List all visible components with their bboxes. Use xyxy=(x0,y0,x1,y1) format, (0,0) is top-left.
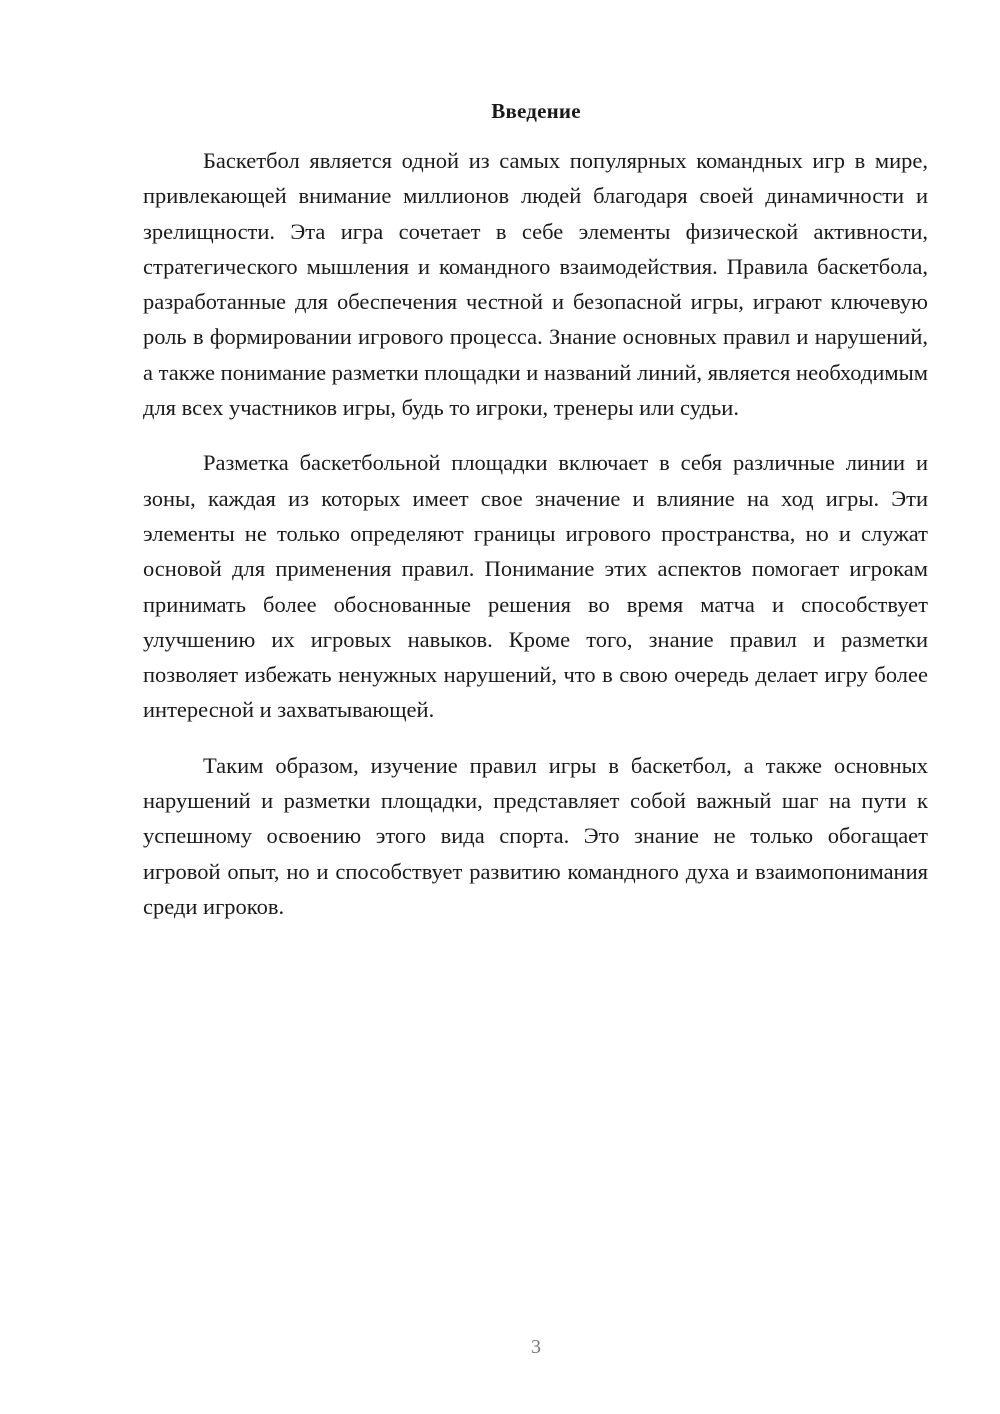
paragraph-3: Таким образом, изучение правил игры в баскетбол, а также основных нарушений и разметки площадки, представляет собой важный шаг на пути к успешному освоению этого вида спорта. Это знание не только обогащает игровой опыт, но и способствует развитию командного духа и взаимопонимания среди игроков. xyxy=(143,752,928,919)
page-number: 3 xyxy=(531,1336,541,1358)
paragraph-1: Баскетбол является одной из самых популярных командных игр в мире, привлекающей внимание миллионов людей благодаря своей динамичности и зрелищности. Эта игра сочетает в себе элементы физической активности, стратегического мышления и командного взаимодействия. Правила баскетбола, разработанные для обеспечения честной и безопасной игры, играют ключевую роль в формировании игрового процесса. Знание основных правил и нарушений, а также понимание разметки площадки и названий линий, является необходимым для всех участников игры, будь то игроки, тренеры или судьи. xyxy=(143,148,928,421)
paragraph-2: Разметка баскетбольной площадки включает в себя различные линии и зоны, каждая из которых имеет свое значение и влияние на ход игры. Эти элементы не только определяют границы игрового пространства, но и служат основой для применения правил. Понимание этих аспектов помогает игрокам принимать более обоснованные решения во время матча и способствует улучшению их игровых навыков. Кроме того, знание правил и разметки позволяет избежать ненужных нарушений, что в свою очередь делает игру более интересной и захватывающей. xyxy=(143,450,928,723)
page-title: Введение xyxy=(491,99,581,123)
body-text xyxy=(143,143,928,944)
